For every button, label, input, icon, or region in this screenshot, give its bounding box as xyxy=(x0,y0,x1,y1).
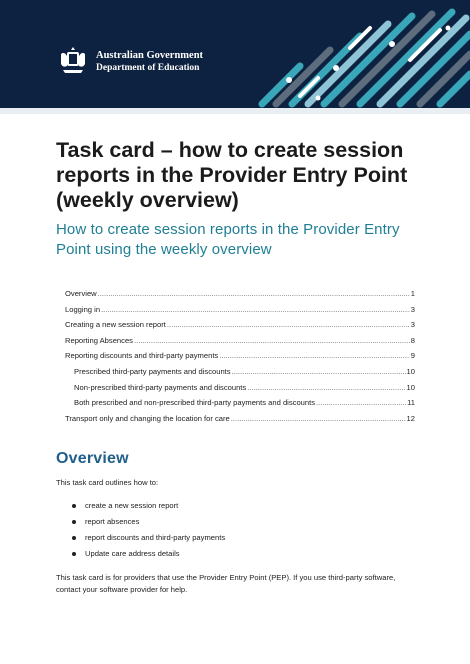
bullet-icon xyxy=(72,552,76,556)
toc-entry-page: 10 xyxy=(406,382,415,392)
toc-entry-page: 3 xyxy=(410,320,415,330)
list-item xyxy=(56,514,225,530)
banner-divider xyxy=(0,108,470,114)
toc-leader xyxy=(219,351,410,360)
toc-entry[interactable] xyxy=(65,336,415,352)
toc-entry[interactable] xyxy=(65,305,415,321)
toc-entry-label: Reporting discounts and third-party payments xyxy=(65,351,219,361)
toc-entry-page: 9 xyxy=(410,351,415,361)
list-item xyxy=(56,530,225,546)
toc-leader xyxy=(232,367,406,376)
overview-heading: Overview xyxy=(56,450,129,467)
toc-entry[interactable] xyxy=(65,289,415,305)
toc-entry[interactable] xyxy=(65,414,415,430)
toc-entry-label: Both prescribed and non-prescribed third-party payments and discounts xyxy=(74,398,316,408)
toc-entry-page: 8 xyxy=(410,335,415,345)
toc-subentry[interactable] xyxy=(65,383,415,399)
toc-entry[interactable] xyxy=(65,351,415,367)
list-item-text: Update care address details xyxy=(85,549,180,558)
toc-leader xyxy=(231,414,406,423)
list-item-text: create a new session report xyxy=(85,501,179,510)
table-of-contents xyxy=(65,289,415,429)
toc-entry-page: 3 xyxy=(410,304,415,314)
toc-entry-page: 11 xyxy=(407,398,415,408)
toc-entry-label: Creating a new session report xyxy=(65,320,166,330)
toc-leader xyxy=(101,305,410,314)
toc-entry-label: Reporting Absences xyxy=(65,335,133,345)
bullet-icon xyxy=(72,536,76,540)
list-item-text: report absences xyxy=(85,517,140,526)
overview-bullet-list xyxy=(56,498,225,562)
toc-entry-label: Non-prescribed third-party payments and discounts xyxy=(74,382,247,392)
toc-entry-label: Overview xyxy=(65,289,97,298)
toc-leader xyxy=(167,320,410,329)
toc-entry-page: 10 xyxy=(406,366,415,376)
list-item xyxy=(56,546,225,562)
toc-entry-page: 12 xyxy=(406,413,415,423)
toc-subentry[interactable] xyxy=(65,398,415,414)
header-banner xyxy=(0,0,470,108)
toc-entry-label: Transport only and changing the location for care xyxy=(65,413,230,423)
toc-leader xyxy=(247,383,405,392)
list-item-text: report discounts and third-party payments xyxy=(85,533,226,542)
bullet-icon xyxy=(72,520,76,524)
toc-leader xyxy=(98,289,410,298)
list-item xyxy=(56,498,225,514)
toc-entry-label: Logging in xyxy=(65,304,101,314)
org-name-line2: Department of Education xyxy=(96,62,200,73)
toc-entry-label: Prescribed third-party payments and discounts xyxy=(74,366,231,376)
overview-note: This task card is for providers that use the Provider Entry Point (PEP). If you use third-party software, contact your software provider for help. xyxy=(56,573,396,594)
toc-entry-page: 1 xyxy=(410,289,415,298)
document-title: Task card – how to create session reports in the Provider Entry Point (weekly overview) xyxy=(56,138,408,212)
bullet-icon xyxy=(72,504,76,508)
toc-entry[interactable] xyxy=(65,320,415,336)
coat-of-arms-icon xyxy=(56,44,90,78)
toc-subentry[interactable] xyxy=(65,367,415,383)
government-logo xyxy=(56,44,203,78)
org-name-line1: Australian Government xyxy=(96,49,204,61)
overview-intro: This task card outlines how to: xyxy=(56,478,159,487)
toc-leader xyxy=(134,336,410,345)
document-subtitle: How to create session reports in the Provider Entry Point using the weekly overview xyxy=(56,221,400,258)
toc-leader xyxy=(316,398,406,407)
